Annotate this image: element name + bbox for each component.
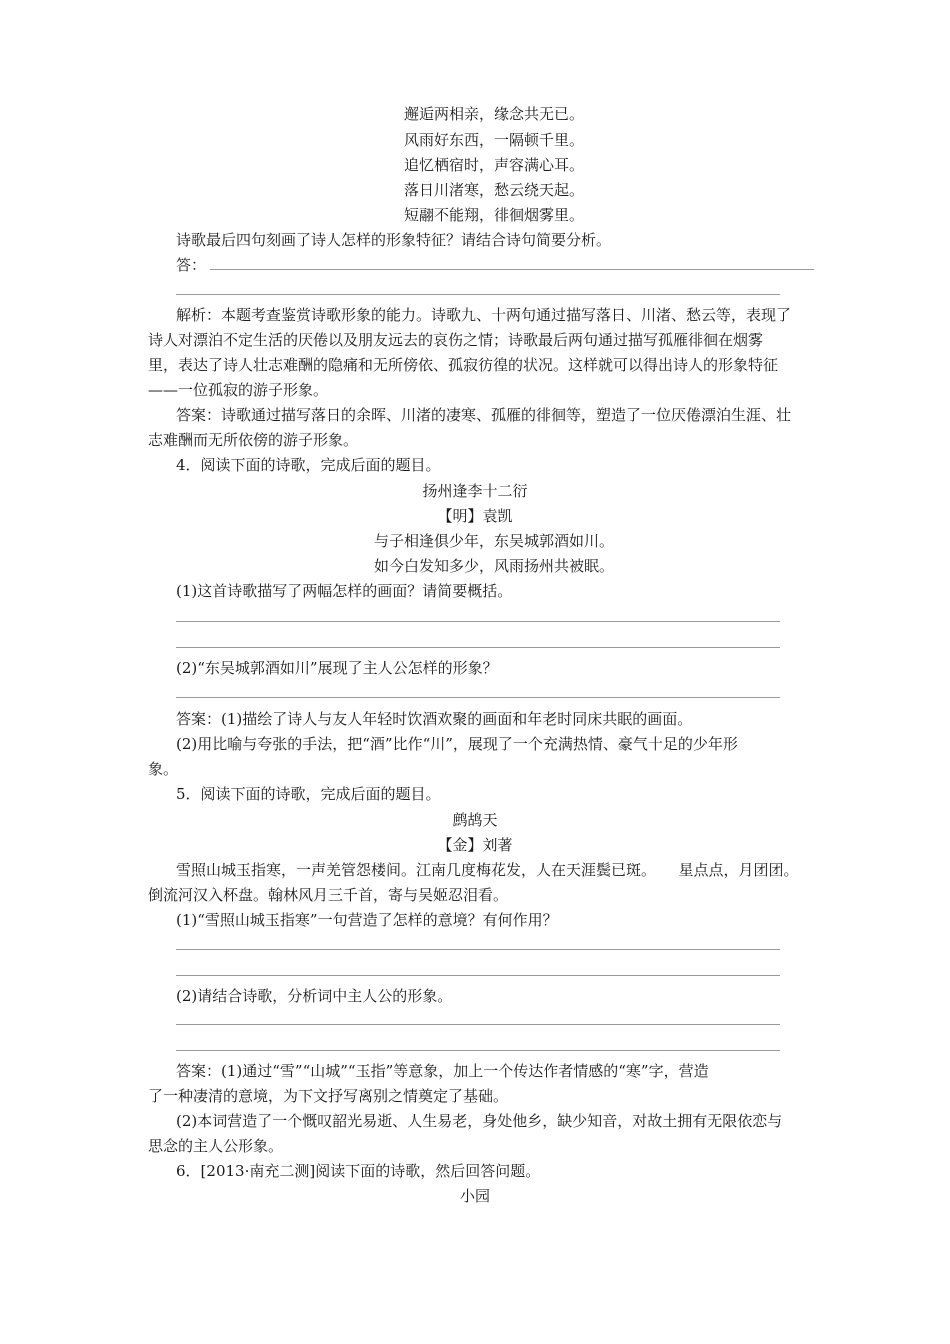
- question-intro: 6．[2013·南充二测]阅读下面的诗歌，然后回答问题。: [176, 1162, 541, 1180]
- poem-title: 扬州逢李十二衍: [422, 482, 528, 500]
- analysis-text: 诗人对漂泊不定生活的厌倦以及朋友远去的哀伤之情；诗歌最后两句通过描写孤雁徘徊在烟雾: [148, 331, 764, 349]
- poem-line: 与子相逢俱少年，东吴城郭酒如川。: [374, 532, 615, 550]
- poem-title: 鹧鸪天: [452, 811, 498, 829]
- answer-blank-line[interactable]: [176, 975, 780, 976]
- sub-question: (1)这首诗歌描写了两幅怎样的画面？请简要概括。: [176, 582, 513, 600]
- answer-label: 答：: [176, 256, 207, 274]
- answer-text: 答案：(1)通过“雪”“山城”“玉指”等意象，加上一个传达作者情感的“寒”字，营造: [176, 1062, 709, 1080]
- question-intro: 5．阅读下面的诗歌，完成后面的题目。: [176, 785, 441, 803]
- answer-blank-line[interactable]: [210, 269, 814, 270]
- poem-line: 短翮不能翔，徘徊烟雾里。: [404, 206, 585, 224]
- answer-blank-line[interactable]: [176, 1050, 780, 1051]
- poem-line: 雪照山城玉指寒，一声羌管怨楼间。江南几度梅花发，人在天涯鬓已斑。 星点点，月团团。: [176, 861, 799, 879]
- answer-blank-line[interactable]: [176, 621, 780, 622]
- answer-text: 答案：诗歌通过描写落日的余晖、川渚的凄寒、孤雁的徘徊等，塑造了一位厌倦漂泊生涯、壮: [176, 406, 792, 424]
- poem-author: 【金】刘著: [437, 836, 513, 854]
- answer-text: 思念的主人公形象。: [148, 1137, 284, 1155]
- answer-text: 志难酬而无所依傍的游子形象。: [148, 431, 359, 449]
- question-intro: 4．阅读下面的诗歌，完成后面的题目。: [176, 456, 441, 474]
- poem-author: 【明】袁凯: [437, 507, 513, 525]
- sub-question: (2)“东吴城郭酒如川”展现了主人公怎样的形象？: [176, 659, 498, 677]
- question-text: 诗歌最后四句刻画了诗人怎样的形象特征？请结合诗句简要分析。: [176, 231, 612, 249]
- poem-line: 落日川渚寒，愁云绕天起。: [404, 181, 585, 199]
- answer-blank-line[interactable]: [176, 1024, 780, 1025]
- answer-text: (2)用比喻与夸张的手法，把“酒”比作“川”，展现了一个充满热情、豪气十足的少年形: [176, 735, 738, 753]
- answer-blank-line[interactable]: [176, 697, 780, 698]
- poem-line: 邂逅两相亲，缘念共无已。: [404, 105, 585, 123]
- sub-question: (1)“雪照山城玉指寒”一句营造了怎样的意境？有何作用？: [176, 911, 558, 929]
- analysis-text: ——一位孤寂的游子形象。: [148, 381, 329, 399]
- sub-question: (2)请结合诗歌，分析词中主人公的形象。: [176, 987, 453, 1005]
- poem-line: 追忆栖宿时，声容满心耳。: [404, 156, 585, 174]
- poem-line: 风雨好东西，一隔顿千里。: [404, 131, 585, 149]
- analysis-text: 解析：本题考查鉴赏诗歌形象的能力。诗歌九、十两句通过描写落日、川渚、愁云等，表现了: [176, 306, 792, 324]
- answer-blank-line[interactable]: [176, 949, 780, 950]
- answer-text: 象。: [148, 760, 179, 778]
- answer-blank-line[interactable]: [176, 294, 780, 295]
- answer-blank-line[interactable]: [176, 647, 780, 648]
- answer-text: (2)本词营造了一个慨叹韶光易逝、人生易老，身处他乡，缺少知音，对故土拥有无限依恋与: [176, 1112, 783, 1130]
- poem-title: 小园: [459, 1187, 490, 1205]
- poem-line: 倒流河汉入杯盘。翰林风月三千首，寄与吴姬忍泪看。: [148, 886, 509, 904]
- answer-text: 答案：(1)描绘了诗人与友人年轻时饮酒欢聚的画面和年老时同床共眠的画面。: [176, 710, 693, 728]
- analysis-text: 里，表达了诗人壮志难酬的隐痛和无所傍依、孤寂彷徨的状况。这样就可以得出诗人的形象特征: [148, 356, 779, 374]
- answer-text: 了一种凄清的意境，为下文抒写离别之情奠定了基础。: [148, 1087, 509, 1105]
- poem-line: 如今白发知多少，风雨扬州共被眠。: [374, 557, 615, 575]
